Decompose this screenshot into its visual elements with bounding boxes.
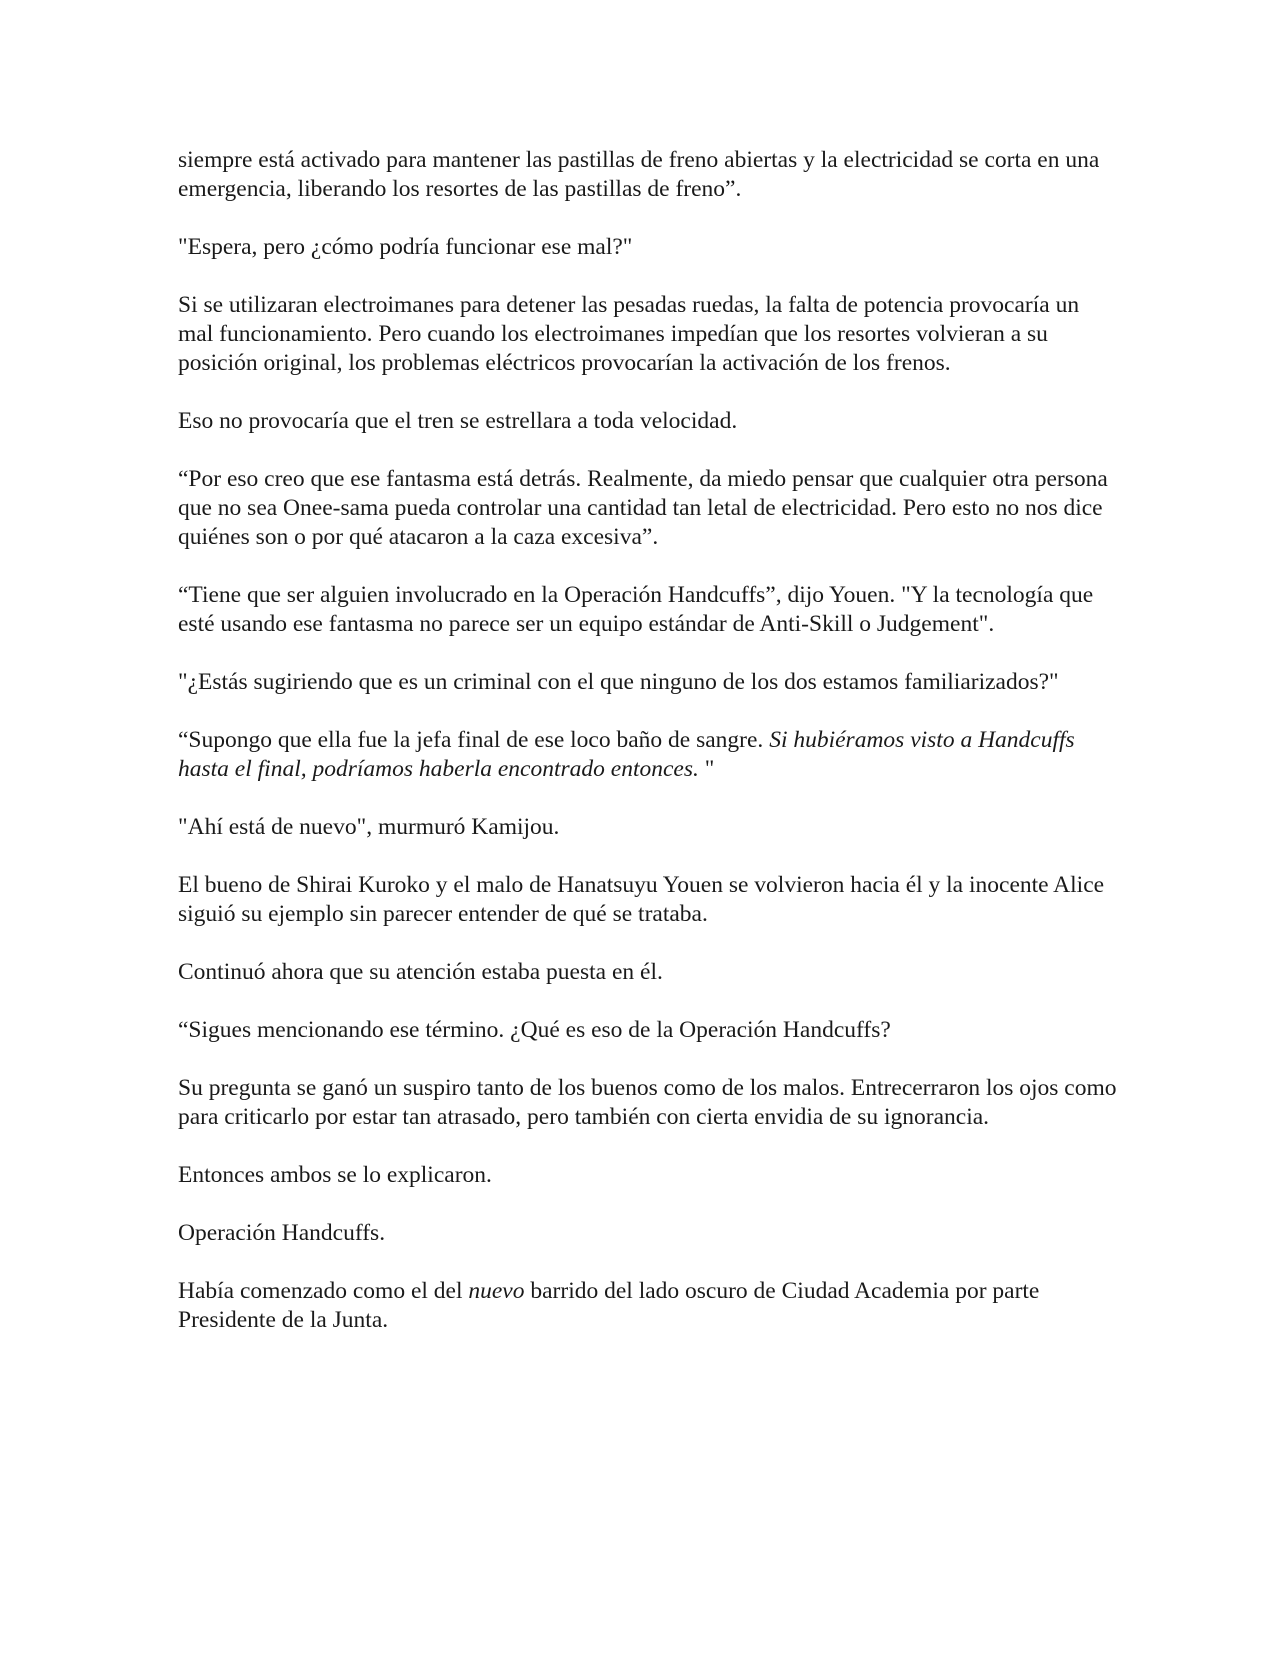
paragraph-16-italic: nuevo <box>468 1278 525 1304</box>
paragraph-7: "¿Estás sugiriendo que es un criminal con el que ninguno de los dos estamos familiarizados?" <box>178 669 1059 695</box>
document-body <box>178 146 1118 1335</box>
paragraph-4: Eso no provocaría que el tren se estrellara a toda velocidad. <box>178 408 738 434</box>
paragraph-8 <box>178 726 1118 784</box>
paragraph-8-close-quote: " <box>698 756 715 782</box>
paragraph-8-text: “Supongo que ella fue la jefa final de ese loco baño de sangre. <box>178 727 770 753</box>
paragraph-11: Continuó ahora que su atención estaba puesta en él. <box>178 959 663 985</box>
paragraph-5: “Por eso creo que ese fantasma está detrás. Realmente, da miedo pensar que cualquier otra persona que no sea Onee-sama pueda controlar una cantidad tan letal de electricidad. Pero esto no nos dice quiénes son o por qué atacaron a la caza excesiva”. <box>178 466 1108 550</box>
paragraph-6: “Tiene que ser alguien involucrado en la Operación Handcuffs”, dijo Youen. "Y la tecnología que esté usando ese fantasma no parece ser un equipo estándar de Anti-Skill o Judgement". <box>178 582 1094 637</box>
paragraph-1: siempre está activado para mantener las pastillas de freno abiertas y la electricidad se corta en una emergencia, liberando los resortes de las pastillas de freno”. <box>178 147 1100 202</box>
paragraph-13: Su pregunta se ganó un suspiro tanto de los buenos como de los malos. Entrecerraron los ojos como para criticarlo por estar tan atrasado, pero también con cierta envidia de su ignorancia. <box>178 1075 1117 1130</box>
paragraph-16-text-end: barrido del lado oscuro de Ciudad Academia por parte Presidente de la Junta. <box>178 1278 1040 1333</box>
paragraph-12: “Sigues mencionando ese término. ¿Qué es eso de la Operación Handcuffs? <box>178 1017 891 1043</box>
paragraph-2: "Espera, pero ¿cómo podría funcionar ese mal?" <box>178 234 633 260</box>
paragraph-3: Si se utilizaran electroimanes para detener las pesadas ruedas, la falta de potencia provocaría un mal funcionamiento. Pero cuando los electroimanes impedían que los resortes volvieran a su posición original, los problemas eléctricos provocarían la activación de los frenos. <box>178 292 1080 376</box>
paragraph-15: Operación Handcuffs. <box>178 1220 386 1246</box>
paragraph-8-italic: Si hubiéramos visto a Handcuffs hasta el final, podríamos haberla encontrado entonces. <box>178 727 1075 782</box>
paragraph-9: "Ahí está de nuevo", murmuró Kamijou. <box>178 814 560 840</box>
paragraph-10: El bueno de Shirai Kuroko y el malo de Hanatsuyu Youen se volvieron hacia él y la inocente Alice siguió su ejemplo sin parecer entender de qué se trataba. <box>178 872 1105 927</box>
paragraph-14: Entonces ambos se lo explicaron. <box>178 1162 492 1188</box>
paragraph-16-text-start: Había comenzado como el del <box>178 1278 469 1304</box>
paragraph-16 <box>178 1277 1118 1335</box>
